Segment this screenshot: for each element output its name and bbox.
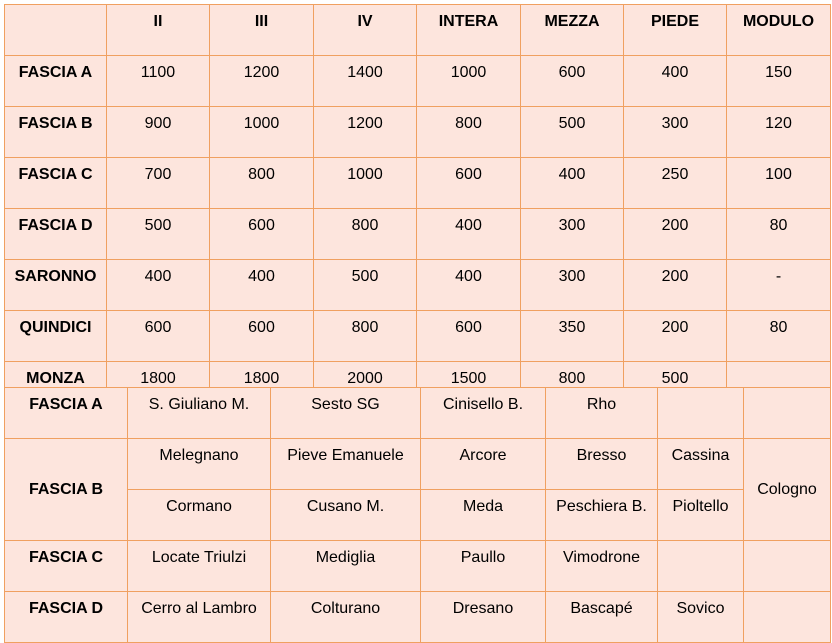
price-cell: 250 (624, 158, 727, 209)
price-cell: 100 (727, 158, 831, 209)
price-cell: 900 (107, 107, 210, 158)
price-cell: 1800 (107, 362, 210, 413)
town-cell: Vimodrone (546, 541, 658, 592)
column-header: INTERA (417, 5, 521, 56)
town-cell: Colturano (271, 592, 421, 643)
price-row (5, 260, 831, 311)
price-cell: 1800 (210, 362, 314, 413)
price-table-header-row (5, 5, 831, 56)
price-cell: 500 (521, 107, 624, 158)
price-cell: 400 (417, 260, 521, 311)
price-cell: 800 (210, 158, 314, 209)
price-cell: 400 (624, 56, 727, 107)
row-header: FASCIA D (5, 592, 128, 643)
row-header: FASCIA A (5, 388, 128, 439)
price-table (4, 4, 831, 413)
price-cell: 600 (107, 311, 210, 362)
town-cell: Cerro al Lambro (128, 592, 271, 643)
town-cell: S. Giuliano M. (128, 388, 271, 439)
row-header: FASCIA C (5, 541, 128, 592)
price-cell: 350 (521, 311, 624, 362)
column-header: II (107, 5, 210, 56)
row-header: FASCIA C (5, 158, 107, 209)
price-cell: 800 (521, 362, 624, 413)
town-cell: Mediglia (271, 541, 421, 592)
area-row-fascia-b-2 (5, 490, 831, 541)
area-table (4, 387, 831, 643)
town-cell: Pioltello (658, 490, 744, 541)
price-cell: 1200 (210, 56, 314, 107)
row-header: FASCIA B (5, 439, 128, 541)
price-cell: 1400 (314, 56, 417, 107)
row-header: FASCIA B (5, 107, 107, 158)
town-cell (658, 541, 744, 592)
town-cell: Locate Triulzi (128, 541, 271, 592)
price-cell: 800 (417, 107, 521, 158)
price-row (5, 158, 831, 209)
price-cell: 300 (624, 107, 727, 158)
price-cell: 1100 (107, 56, 210, 107)
town-cell: Cormano (128, 490, 271, 541)
price-cell: 2000 (314, 362, 417, 413)
column-header: MODULO (727, 5, 831, 56)
price-cell: - (727, 260, 831, 311)
town-cell: Melegnano (128, 439, 271, 490)
price-cell: 1000 (210, 107, 314, 158)
price-cell: 500 (314, 260, 417, 311)
town-cell: Bresso (546, 439, 658, 490)
town-cell: Bascapé (546, 592, 658, 643)
row-header: SARONNO (5, 260, 107, 311)
town-cell: Rho (546, 388, 658, 439)
price-row (5, 311, 831, 362)
price-cell: 200 (624, 311, 727, 362)
price-cell: 120 (727, 107, 831, 158)
row-header: QUINDICI (5, 311, 107, 362)
price-cell: 300 (521, 260, 624, 311)
price-cell: 150 (727, 56, 831, 107)
price-cell: 80 (727, 311, 831, 362)
price-cell: 800 (314, 209, 417, 260)
row-header: FASCIA D (5, 209, 107, 260)
price-cell: 1200 (314, 107, 417, 158)
town-cell: Peschiera B. (546, 490, 658, 541)
price-cell: 800 (314, 311, 417, 362)
price-cell: 80 (727, 209, 831, 260)
town-cell: Meda (421, 490, 546, 541)
row-header: FASCIA A (5, 56, 107, 107)
town-cell: Sovico (658, 592, 744, 643)
price-table-corner-cell (5, 5, 107, 56)
price-cell: 700 (107, 158, 210, 209)
column-header: IV (314, 5, 417, 56)
town-cell: Cusano M. (271, 490, 421, 541)
price-cell: 600 (521, 56, 624, 107)
price-cell: 600 (417, 311, 521, 362)
town-cell (658, 388, 744, 439)
price-cell: 200 (624, 209, 727, 260)
town-cell: Sesto SG (271, 388, 421, 439)
price-cell: 1000 (314, 158, 417, 209)
area-row-fascia-b-1 (5, 439, 831, 490)
town-cell: Cinisello B. (421, 388, 546, 439)
town-cell: Pieve Emanuele (271, 439, 421, 490)
town-cell: Cologno (744, 439, 831, 541)
price-cell: 600 (210, 209, 314, 260)
price-cell: 200 (624, 260, 727, 311)
price-cell: 1000 (417, 56, 521, 107)
price-row (5, 209, 831, 260)
town-cell: Dresano (421, 592, 546, 643)
price-cell: 400 (107, 260, 210, 311)
price-cell: 400 (417, 209, 521, 260)
column-header: III (210, 5, 314, 56)
row-header: MONZA (5, 362, 107, 413)
price-cell: 600 (210, 311, 314, 362)
price-cell: 400 (521, 158, 624, 209)
price-row (5, 107, 831, 158)
column-header: MEZZA (521, 5, 624, 56)
town-cell: Paullo (421, 541, 546, 592)
column-header: PIEDE (624, 5, 727, 56)
area-row-fascia-a (5, 388, 831, 439)
area-row-fascia-c (5, 541, 831, 592)
price-cell: 300 (521, 209, 624, 260)
price-cell: 400 (210, 260, 314, 311)
price-cell: 500 (624, 362, 727, 413)
town-cell: Arcore (421, 439, 546, 490)
price-row (5, 56, 831, 107)
empty-cell (744, 388, 831, 439)
area-row-fascia-d (5, 592, 831, 643)
town-cell: Cassina (658, 439, 744, 490)
price-cell: 500 (107, 209, 210, 260)
price-cell: 600 (417, 158, 521, 209)
empty-cell (744, 541, 831, 592)
price-cell: 1500 (417, 362, 521, 413)
empty-cell (744, 592, 831, 643)
